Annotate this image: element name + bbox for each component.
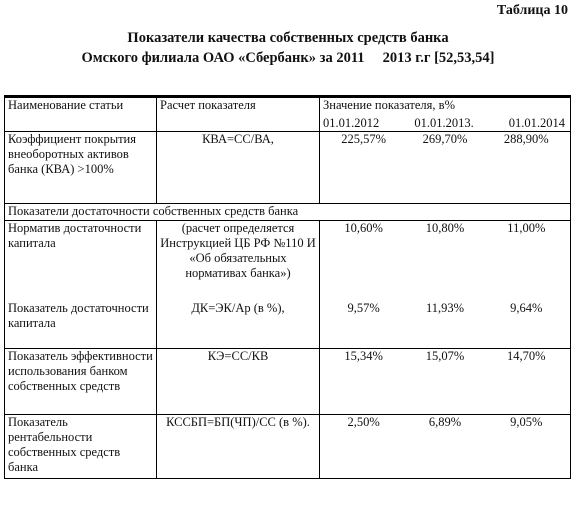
row-name: Коэффициент покрытия внеоборотных активов банка (КВА) >100% <box>5 132 157 204</box>
row-values <box>320 221 571 301</box>
header-dates <box>323 116 567 131</box>
table-title-line-1: Показатели качества собственных средств банка <box>127 30 449 46</box>
value-2013: 269,70% <box>422 132 468 146</box>
row-values <box>320 349 571 415</box>
header-date-2012: 01.01.2012 <box>323 116 380 130</box>
value-2012: 225,57% <box>341 132 387 146</box>
value-2014: 288,90% <box>503 132 549 146</box>
value-2012: 9,57% <box>347 300 380 315</box>
header-value <box>320 97 571 132</box>
table-row <box>5 132 571 204</box>
section-row <box>5 204 571 221</box>
row-calc: КВА=СС/ВА, <box>157 132 320 204</box>
section-title: Показатели достаточности собственных средств банка <box>5 204 571 221</box>
table-row <box>5 221 571 301</box>
table-row <box>5 415 571 479</box>
table-row <box>5 301 571 349</box>
header-name: Наименование статьи <box>5 97 157 132</box>
row-name: Показатель рентабельности собственных средств банка <box>5 415 157 479</box>
value-2014: 9,05% <box>510 415 543 429</box>
value-2014: 9,64% <box>510 300 543 315</box>
indicators-table <box>4 95 571 479</box>
table-number: Таблица 10 <box>496 3 568 18</box>
table-title-line-2: Омского филиала ОАО «Сбербанк» за 2011 2013 г.г [52,53,54] <box>81 50 495 66</box>
value-2013: 15,07% <box>425 349 465 363</box>
table-row <box>5 349 571 415</box>
value-2012: 10,60% <box>344 221 383 235</box>
row-calc: ДК=ЭК/Ар (в %), <box>157 301 320 349</box>
row-name: Показатель достаточности капитала <box>5 301 157 349</box>
header-calc: Расчет показателя <box>157 97 320 132</box>
value-2014: 14,70% <box>507 349 546 363</box>
value-2014: 11,00% <box>507 221 546 235</box>
row-values <box>320 301 571 349</box>
row-calc: (расчет определяется Инструкцией ЦБ РФ №110 И «Об обязательных нормативах банка») <box>157 221 320 301</box>
table-header-row <box>5 97 571 132</box>
value-2012: 15,34% <box>344 349 383 363</box>
value-2013: 10,80% <box>425 221 465 235</box>
header-date-2014: 01.01.2014 <box>508 116 565 130</box>
row-values <box>320 132 571 204</box>
row-name: Показатель эффективности использования банком собственных средств <box>5 349 157 415</box>
row-values <box>320 415 571 479</box>
value-2013: 11,93% <box>425 300 465 315</box>
header-value-label: Значение показателя, в% <box>323 98 455 112</box>
value-2012: 2,50% <box>347 415 380 429</box>
row-name: Норматив достаточности капитала <box>5 221 157 301</box>
header-date-2013: 01.01.2013. <box>414 116 474 130</box>
row-calc: КЭ=СС/КВ <box>157 349 320 415</box>
value-2013: 6,89% <box>428 415 462 429</box>
row-calc: КССБП=БП(ЧП)/СС (в %). <box>157 415 320 479</box>
